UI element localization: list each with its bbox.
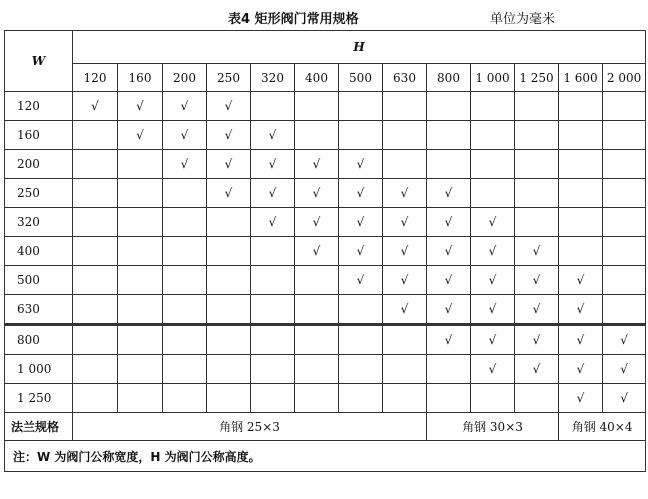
- w-value-cell: 160: [5, 121, 73, 150]
- h-value-cell: 2 000: [603, 64, 646, 92]
- unit-note: 单位为毫米: [490, 12, 556, 27]
- check-mark-cell: √: [559, 295, 603, 325]
- h-value-cell: 500: [339, 64, 383, 92]
- check-mark-cell: √: [383, 266, 427, 295]
- empty-cell: [339, 121, 383, 150]
- empty-cell: [251, 92, 295, 121]
- empty-cell: [207, 325, 251, 355]
- check-mark-cell: √: [339, 208, 383, 237]
- empty-cell: [559, 237, 603, 266]
- empty-cell: [471, 150, 515, 179]
- empty-cell: [603, 92, 646, 121]
- empty-cell: [73, 121, 118, 150]
- empty-cell: [603, 266, 646, 295]
- empty-cell: [383, 384, 427, 413]
- empty-cell: [73, 266, 118, 295]
- empty-cell: [118, 237, 163, 266]
- flange-spec-cell: 角钢 30×3: [427, 413, 559, 441]
- empty-cell: [73, 208, 118, 237]
- check-mark-cell: √: [207, 150, 251, 179]
- empty-cell: [559, 92, 603, 121]
- empty-cell: [383, 92, 427, 121]
- check-mark-cell: √: [559, 384, 603, 413]
- flange-spec-cell: 角钢 25×3: [73, 413, 427, 441]
- check-mark-cell: √: [251, 121, 295, 150]
- check-mark-cell: √: [471, 355, 515, 384]
- w-header-cell: W: [5, 31, 73, 92]
- empty-cell: [603, 179, 646, 208]
- check-mark-cell: √: [427, 179, 471, 208]
- empty-cell: [339, 325, 383, 355]
- empty-cell: [471, 179, 515, 208]
- empty-cell: [118, 355, 163, 384]
- flange-spec-cell: 角钢 40×4: [559, 413, 646, 441]
- empty-cell: [163, 237, 207, 266]
- empty-cell: [163, 355, 207, 384]
- table-row: [5, 121, 646, 150]
- check-mark-cell: √: [471, 266, 515, 295]
- empty-cell: [603, 150, 646, 179]
- check-mark-cell: √: [207, 92, 251, 121]
- table-title: 表4 矩形阀门常用规格: [228, 12, 359, 27]
- empty-cell: [427, 384, 471, 413]
- empty-cell: [118, 295, 163, 325]
- empty-cell: [207, 355, 251, 384]
- check-mark-cell: √: [163, 92, 207, 121]
- check-mark-cell: √: [295, 150, 339, 179]
- empty-cell: [73, 355, 118, 384]
- check-mark-cell: √: [383, 179, 427, 208]
- empty-cell: [427, 121, 471, 150]
- table-row: [5, 325, 646, 355]
- w-value-cell: 120: [5, 92, 73, 121]
- empty-cell: [471, 384, 515, 413]
- empty-cell: [163, 384, 207, 413]
- empty-cell: [515, 150, 559, 179]
- table-caption: [0, 8, 648, 28]
- check-mark-cell: √: [73, 92, 118, 121]
- check-mark-cell: √: [515, 295, 559, 325]
- empty-cell: [295, 384, 339, 413]
- h-value-cell: 320: [251, 64, 295, 92]
- check-mark-cell: √: [515, 325, 559, 355]
- table-row: [5, 384, 646, 413]
- table-row: [5, 266, 646, 295]
- h-value-cell: 400: [295, 64, 339, 92]
- empty-cell: [559, 121, 603, 150]
- empty-cell: [603, 237, 646, 266]
- empty-cell: [515, 92, 559, 121]
- check-mark-cell: √: [559, 355, 603, 384]
- check-mark-cell: √: [295, 237, 339, 266]
- check-mark-cell: √: [207, 179, 251, 208]
- check-mark-cell: √: [427, 325, 471, 355]
- empty-cell: [251, 237, 295, 266]
- w-value-cell: 250: [5, 179, 73, 208]
- check-mark-cell: √: [427, 266, 471, 295]
- table-row: [5, 179, 646, 208]
- empty-cell: [471, 121, 515, 150]
- empty-cell: [73, 237, 118, 266]
- empty-cell: [118, 325, 163, 355]
- empty-cell: [163, 179, 207, 208]
- table-row: [5, 295, 646, 325]
- empty-cell: [339, 384, 383, 413]
- check-mark-cell: √: [295, 179, 339, 208]
- check-mark-cell: √: [251, 179, 295, 208]
- empty-cell: [295, 355, 339, 384]
- check-mark-cell: √: [603, 384, 646, 413]
- empty-cell: [73, 384, 118, 413]
- empty-cell: [295, 121, 339, 150]
- w-value-cell: 800: [5, 325, 73, 355]
- empty-cell: [603, 208, 646, 237]
- empty-cell: [427, 150, 471, 179]
- empty-cell: [339, 92, 383, 121]
- empty-cell: [339, 295, 383, 325]
- h-value-cell: 250: [207, 64, 251, 92]
- check-mark-cell: √: [515, 266, 559, 295]
- check-mark-cell: √: [251, 208, 295, 237]
- check-mark-cell: √: [163, 150, 207, 179]
- empty-cell: [118, 179, 163, 208]
- check-mark-cell: √: [295, 208, 339, 237]
- table-row: [5, 92, 646, 121]
- empty-cell: [295, 266, 339, 295]
- empty-cell: [295, 92, 339, 121]
- check-mark-cell: √: [603, 325, 646, 355]
- empty-cell: [559, 179, 603, 208]
- check-mark-cell: √: [471, 325, 515, 355]
- table-row: [5, 208, 646, 237]
- check-mark-cell: √: [339, 237, 383, 266]
- valve-spec-table: [4, 30, 646, 472]
- h-value-cell: 200: [163, 64, 207, 92]
- empty-cell: [251, 355, 295, 384]
- empty-cell: [73, 179, 118, 208]
- empty-cell: [471, 92, 515, 121]
- check-mark-cell: √: [471, 295, 515, 325]
- empty-cell: [207, 208, 251, 237]
- header-row-h-values: [5, 64, 646, 92]
- check-mark-cell: √: [339, 150, 383, 179]
- w-value-cell: 500: [5, 266, 73, 295]
- h-value-cell: 1 600: [559, 64, 603, 92]
- check-mark-cell: √: [427, 208, 471, 237]
- note-row: [5, 441, 646, 472]
- empty-cell: [118, 208, 163, 237]
- w-value-cell: 200: [5, 150, 73, 179]
- check-mark-cell: √: [471, 237, 515, 266]
- check-mark-cell: √: [559, 325, 603, 355]
- empty-cell: [515, 384, 559, 413]
- empty-cell: [251, 295, 295, 325]
- empty-cell: [515, 208, 559, 237]
- header-row-h: [5, 31, 646, 64]
- table-row: [5, 355, 646, 384]
- check-mark-cell: √: [383, 237, 427, 266]
- empty-cell: [515, 179, 559, 208]
- check-mark-cell: √: [163, 121, 207, 150]
- h-value-cell: 120: [73, 64, 118, 92]
- empty-cell: [295, 295, 339, 325]
- empty-cell: [383, 355, 427, 384]
- w-value-cell: 400: [5, 237, 73, 266]
- empty-cell: [383, 121, 427, 150]
- w-value-cell: 1 250: [5, 384, 73, 413]
- check-mark-cell: √: [471, 208, 515, 237]
- check-mark-cell: √: [383, 295, 427, 325]
- empty-cell: [427, 355, 471, 384]
- check-mark-cell: √: [207, 121, 251, 150]
- h-value-cell: 160: [118, 64, 163, 92]
- check-mark-cell: √: [603, 355, 646, 384]
- empty-cell: [73, 150, 118, 179]
- check-mark-cell: √: [118, 121, 163, 150]
- check-mark-cell: √: [251, 150, 295, 179]
- w-value-cell: 630: [5, 295, 73, 325]
- check-mark-cell: √: [339, 266, 383, 295]
- check-mark-cell: √: [427, 295, 471, 325]
- table-row: [5, 150, 646, 179]
- empty-cell: [383, 325, 427, 355]
- w-value-cell: 320: [5, 208, 73, 237]
- empty-cell: [427, 92, 471, 121]
- empty-cell: [251, 384, 295, 413]
- h-value-cell: 1 250: [515, 64, 559, 92]
- empty-cell: [73, 325, 118, 355]
- check-mark-cell: √: [118, 92, 163, 121]
- empty-cell: [251, 325, 295, 355]
- h-header-cell: H: [73, 31, 646, 64]
- h-value-cell: 800: [427, 64, 471, 92]
- table-row: [5, 237, 646, 266]
- check-mark-cell: √: [515, 237, 559, 266]
- empty-cell: [603, 121, 646, 150]
- check-mark-cell: √: [559, 266, 603, 295]
- empty-cell: [295, 325, 339, 355]
- empty-cell: [118, 150, 163, 179]
- check-mark-cell: √: [427, 237, 471, 266]
- empty-cell: [207, 266, 251, 295]
- empty-cell: [207, 384, 251, 413]
- empty-cell: [73, 295, 118, 325]
- empty-cell: [163, 266, 207, 295]
- h-value-cell: 630: [383, 64, 427, 92]
- empty-cell: [559, 208, 603, 237]
- empty-cell: [163, 325, 207, 355]
- flange-label-cell: 法兰规格: [5, 413, 73, 441]
- empty-cell: [207, 295, 251, 325]
- empty-cell: [207, 237, 251, 266]
- empty-cell: [559, 150, 603, 179]
- check-mark-cell: √: [383, 208, 427, 237]
- check-mark-cell: √: [515, 355, 559, 384]
- empty-cell: [251, 266, 295, 295]
- empty-cell: [163, 295, 207, 325]
- check-mark-cell: √: [339, 179, 383, 208]
- w-value-cell: 1 000: [5, 355, 73, 384]
- empty-cell: [118, 384, 163, 413]
- empty-cell: [163, 208, 207, 237]
- empty-cell: [515, 121, 559, 150]
- table-note: 注：W 为阀门公称宽度，H 为阀门公称高度。: [5, 441, 646, 472]
- empty-cell: [383, 150, 427, 179]
- h-value-cell: 1 000: [471, 64, 515, 92]
- flange-row: [5, 413, 646, 441]
- empty-cell: [339, 355, 383, 384]
- empty-cell: [118, 266, 163, 295]
- empty-cell: [603, 295, 646, 325]
